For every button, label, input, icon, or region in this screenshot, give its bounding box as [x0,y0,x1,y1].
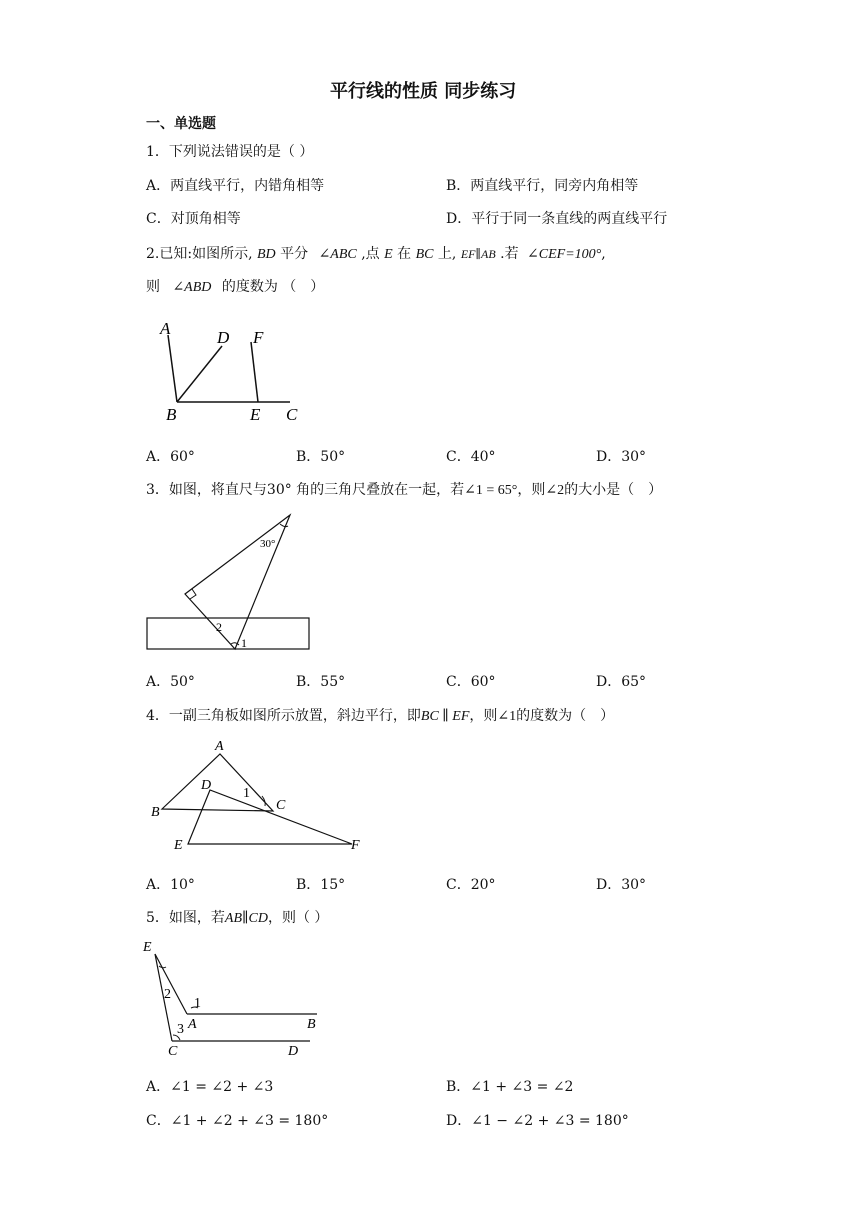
label-d: D [201,778,212,793]
question-4-option-a[interactable]: A．10° [146,877,195,893]
triangle-abc [162,754,273,811]
label-b: B [307,1017,316,1032]
question-5-option-d[interactable]: D．∠1 − ∠2 + ∠3 = 180° [446,1113,629,1129]
label-2: 2 [216,620,222,634]
question-4-option-c[interactable]: C．20° [446,877,496,893]
question-4-option-d[interactable]: D．30° [596,877,647,893]
question-1-option-d[interactable]: D．平行于同一条直线的两直线平行 [446,211,668,227]
label-a: A [215,739,224,754]
question-3-option-d[interactable]: D．65° [596,674,647,690]
label-a: A [160,319,171,338]
question-3-option-a[interactable]: A．50° [146,674,195,690]
label-e: E [250,405,261,424]
question-5-figure [140,934,340,1064]
label-e: E [174,838,183,853]
question-2-option-d[interactable]: D．30° [596,449,647,465]
question-2-stem-line1: 2.已知:如图所示, BD 平分 ∠ABC ,点 E 在 BC 上, EF∥AB .若 ∠CEF=100°, [146,246,606,262]
label-b: B [166,405,177,424]
label-e: E [143,940,152,955]
label-c: C [276,798,286,813]
question-2-option-c[interactable]: C．40° [446,449,496,465]
question-3-figure [140,508,320,658]
label-f: F [253,328,264,347]
label-a: A [188,1017,197,1032]
label-d: D [217,328,230,347]
question-5-option-a[interactable]: A．∠1 = ∠2 + ∠3 [146,1079,274,1095]
label-2: 2 [164,987,171,1002]
label-1: 1 [194,996,201,1011]
question-3-option-b[interactable]: B．55° [296,674,346,690]
label-d: D [288,1044,299,1059]
label-b: B [151,805,160,820]
question-1-option-a[interactable]: A．两直线平行，内错角相等 [146,178,325,194]
question-4-stem: 4．一副三角板如图所示放置，斜边平行，即BC ∥ EF，则∠1的度数为（ ） [146,708,615,724]
question-5-option-b[interactable]: B．∠1 + ∠3 = ∠2 [446,1079,574,1095]
label-f: F [351,838,360,853]
question-4-option-b[interactable]: B．15° [296,877,346,893]
question-1-option-c[interactable]: C．对顶角相等 [146,211,241,227]
ruler [147,618,309,649]
set-square [185,515,290,649]
question-5-option-c[interactable]: C．∠1 + ∠2 + ∠3 = 180° [146,1113,329,1129]
label-c: C [286,405,298,424]
label-3: 3 [177,1022,184,1037]
question-3-stem: 3．如图，将直尺与30° 角的三角尺叠放在一起，若∠1 = 65°，则∠2的大小是（ ） [146,482,663,498]
question-2-figure [140,310,340,430]
question-2-option-a[interactable]: A．60° [146,449,195,465]
question-5-stem: 5．如图，若AB∥CD，则（ ） [146,910,329,926]
label-c: C [168,1044,178,1059]
question-2-option-b[interactable]: B．50° [296,449,346,465]
triangle-def [188,790,352,844]
angle-30-arc [280,524,288,527]
label-1: 1 [243,786,250,801]
segment-ef [251,342,258,402]
question-2-stem-line2: 则 ∠ABD 的度数为 （ ） [146,279,325,295]
question-4-figure [140,734,380,859]
segment-ea [155,954,187,1014]
label-30: 30° [260,538,276,550]
question-1-stem: 1．下列说法错误的是（ ） [146,144,314,160]
segment-bd [177,346,222,402]
question-3-option-c[interactable]: C．60° [446,674,496,690]
page-title: 平行线的性质 同步练习 [330,81,517,102]
right-angle-mark [190,589,196,599]
label-1: 1 [241,636,247,650]
section-heading: 一、单选题 [146,116,216,132]
segment-ba [168,335,177,402]
question-1-option-b[interactable]: B．两直线平行，同旁内角相等 [446,178,639,194]
